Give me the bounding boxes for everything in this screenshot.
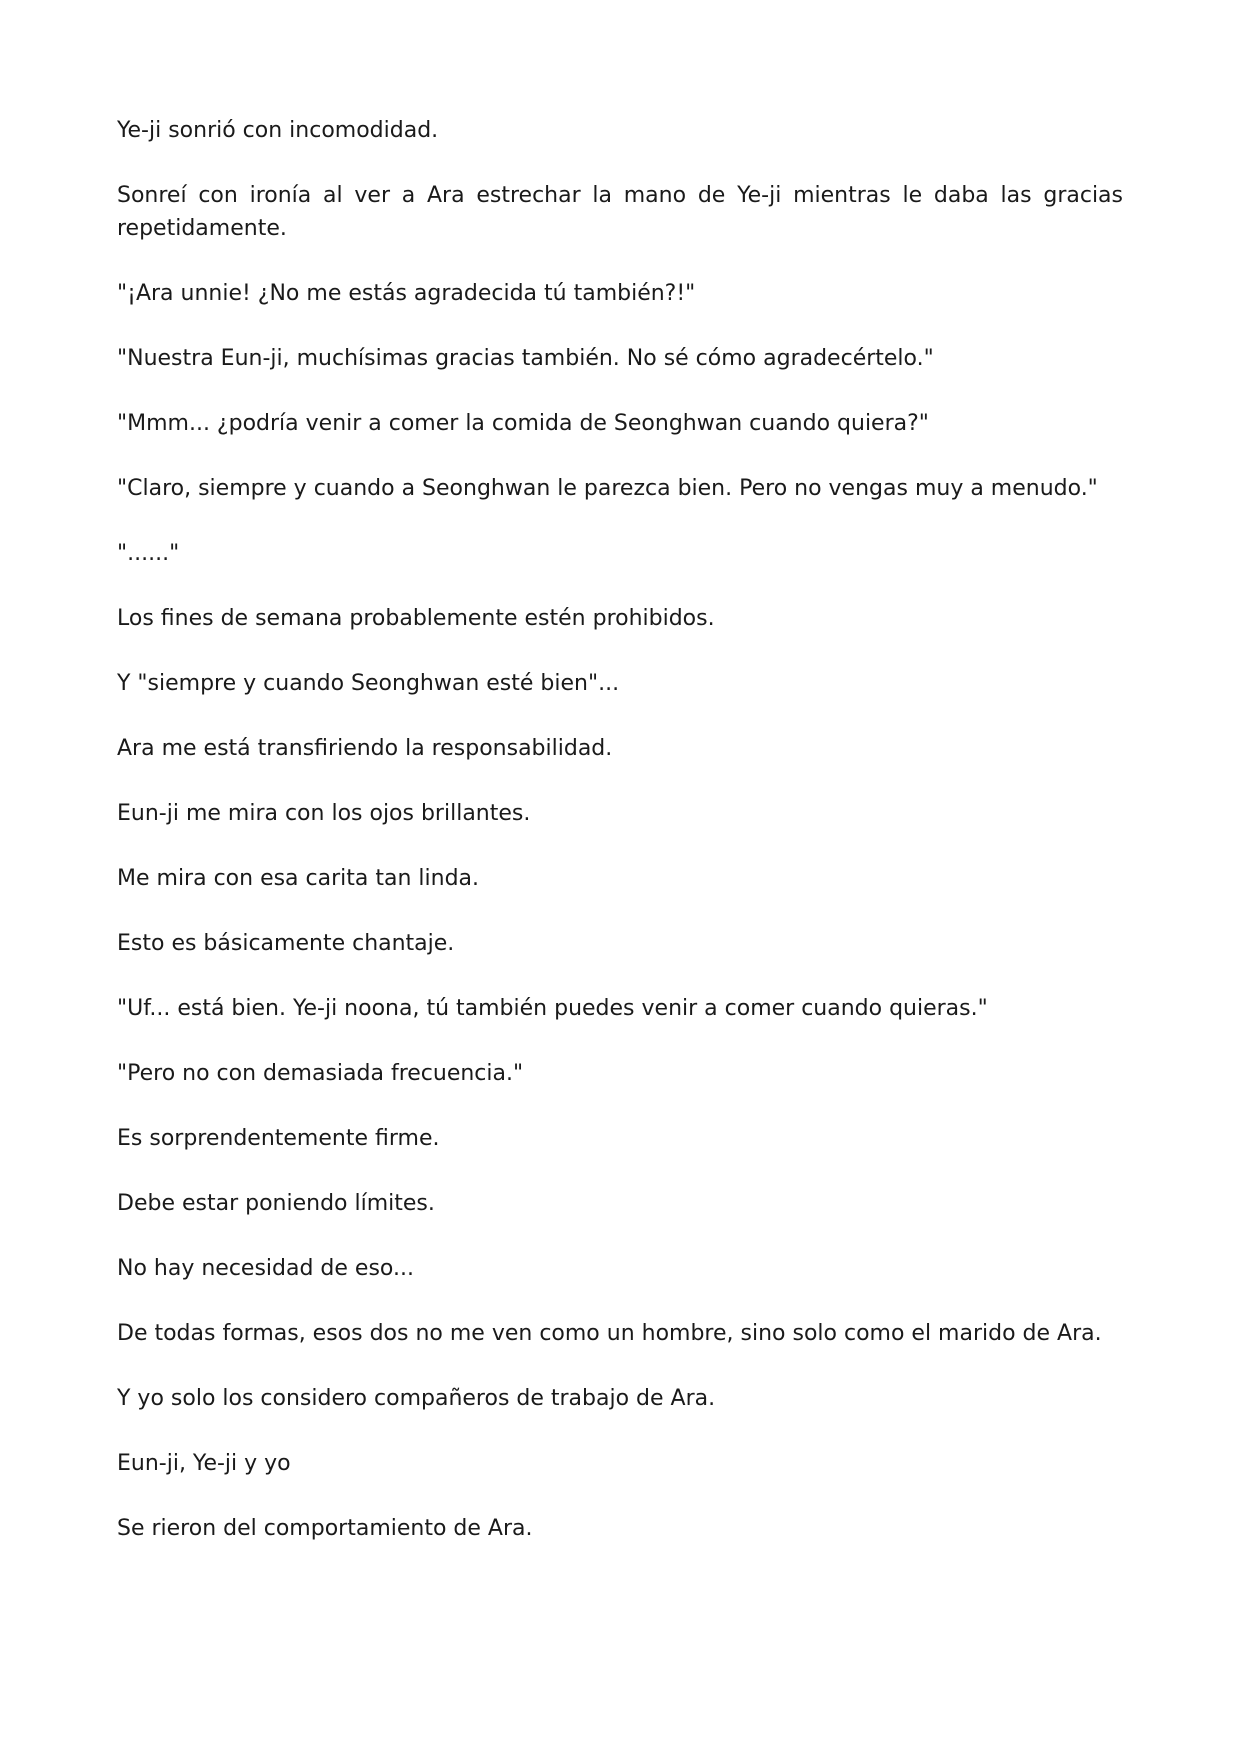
paragraph: Los fines de semana probablemente estén prohibidos. xyxy=(117,606,715,631)
paragraph: Y "siempre y cuando Seonghwan esté bien"... xyxy=(117,671,620,696)
paragraph: "Claro, siempre y cuando a Seonghwan le parezca bien. Pero no vengas muy a menudo." xyxy=(117,476,1098,501)
paragraph: "Mmm... ¿podría venir a comer la comida de Seonghwan cuando quiera?" xyxy=(117,411,929,436)
paragraph: "Nuestra Eun-ji, muchísimas gracias también. No sé cómo agradecértelo." xyxy=(117,346,934,371)
paragraph: Se rieron del comportamiento de Ara. xyxy=(117,1516,533,1541)
paragraph: Ara me está transfiriendo la responsabilidad. xyxy=(117,736,613,761)
paragraph: Debe estar poniendo límites. xyxy=(117,1191,435,1216)
paragraph: Eun-ji me mira con los ojos brillantes. xyxy=(117,801,531,826)
paragraph: Es sorprendentemente firme. xyxy=(117,1126,440,1151)
paragraph: "Pero no con demasiada frecuencia." xyxy=(117,1061,524,1086)
paragraph: No hay necesidad de eso... xyxy=(117,1256,414,1281)
paragraph: Eun-ji, Ye-ji y yo xyxy=(117,1451,291,1476)
paragraph: "¡Ara unnie! ¿No me estás agradecida tú también?!" xyxy=(117,281,696,306)
paragraph: Me mira con esa carita tan linda. xyxy=(117,866,480,891)
paragraph: De todas formas, esos dos no me ven como un hombre, sino solo como el marido de Ara. xyxy=(117,1321,1102,1346)
paragraph: Sonreí con ironía al ver a Ara estrechar la mano de Ye-ji mientras le daba las gracias repetidamente. xyxy=(117,183,1123,241)
paragraph: "......" xyxy=(117,541,180,566)
paragraph: "Uf... está bien. Ye-ji noona, tú también puedes venir a comer cuando quieras." xyxy=(117,996,988,1021)
paragraph: Y yo solo los considero compañeros de trabajo de Ara. xyxy=(117,1386,716,1411)
paragraph: Esto es básicamente chantaje. xyxy=(117,931,455,956)
paragraph: Ye-ji sonrió con incomodidad. xyxy=(117,118,439,143)
document-body xyxy=(117,114,1123,1545)
